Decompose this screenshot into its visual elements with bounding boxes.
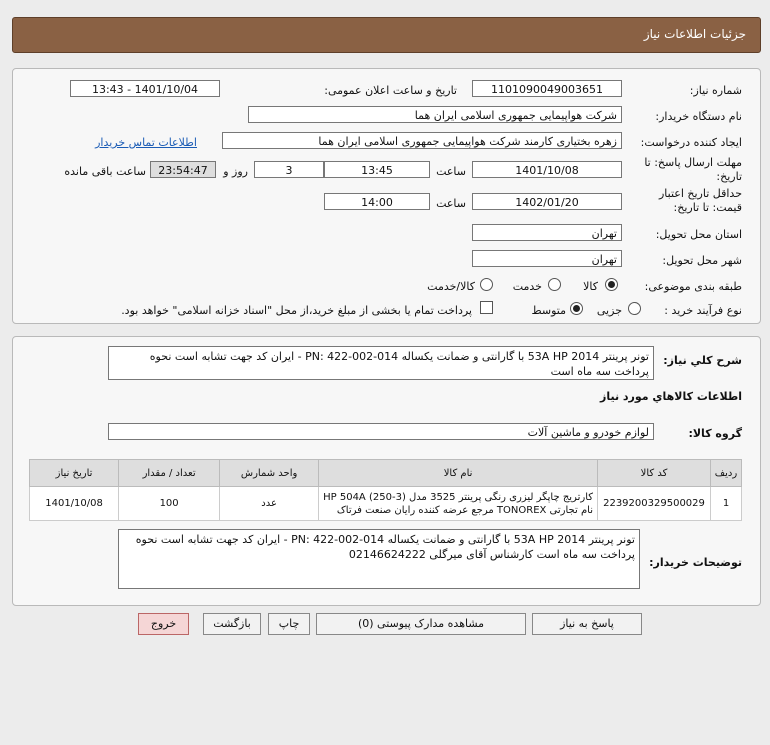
row-code: 2239200329500029 xyxy=(598,487,711,521)
description-field: تونر پرینتر 53A HP 2014 با گارانتی و ضمانت یکساله PN: 422-002-014 - ایران کد جهت تشابه است نحوه پرداخت سه ماه است کارشناس آقای میرگلی 02146624222 xyxy=(118,529,640,589)
goods-group-label: گروه کالا: xyxy=(688,427,742,440)
category-service-radio[interactable] xyxy=(548,278,561,291)
category-service-label: خدمت xyxy=(512,280,542,293)
reply-button[interactable]: پاسخ به نیاز xyxy=(532,613,642,635)
process-minor-radio[interactable] xyxy=(628,302,641,315)
need-number-label: شماره نیاز: xyxy=(689,84,742,97)
city-label: شهر محل تحویل: xyxy=(662,254,742,267)
page-title: جزئیات اطلاعات نیاز xyxy=(643,27,746,41)
need-number-field: 1101090049003651 xyxy=(472,80,622,97)
province-label: استان محل تحویل: xyxy=(655,228,742,241)
process-medium-radio[interactable] xyxy=(570,302,583,315)
col-name: نام کالا xyxy=(319,460,598,487)
category-both-radio[interactable] xyxy=(480,278,493,291)
buyer-label: نام دستگاه خریدار: xyxy=(655,110,742,123)
treasury-checkbox[interactable] xyxy=(480,301,493,314)
remaining-time-field: 23:54:47 xyxy=(150,161,216,178)
row-unit: عدد xyxy=(220,487,319,521)
description-label: توضیحات خریدار: xyxy=(649,556,742,569)
treasury-note: پرداخت تمام یا بخشی از مبلغ خرید،از محل "اسناد خزانه اسلامی" خواهد بود. xyxy=(121,304,472,317)
days-label: روز و xyxy=(223,165,248,178)
summary-label: شرح کلي نياز: xyxy=(663,354,742,367)
deadline-time-label: ساعت xyxy=(436,165,466,178)
city-field: تهران xyxy=(472,250,622,267)
goods-table-header xyxy=(30,460,742,487)
row-name-line2: نام تجارتی TONOREX مرجع عرضه کننده رایان صنعت فرتاک xyxy=(336,504,593,516)
deadline-label: مهلت ارسال پاسخ: تا تاریخ: xyxy=(644,156,742,183)
category-goods-radio[interactable] xyxy=(605,278,618,291)
validity-time-field: 14:00 xyxy=(324,193,430,210)
validity-time-label: ساعت xyxy=(436,197,466,210)
remaining-label: ساعت باقی مانده xyxy=(64,165,146,178)
col-qty: تعداد / مقدار xyxy=(119,460,220,487)
deadline-time-field: 13:45 xyxy=(324,161,430,178)
row-name xyxy=(319,487,598,521)
process-minor-label: جزیی xyxy=(596,304,622,317)
deadline-date-field: 1401/10/08 xyxy=(472,161,622,178)
print-button[interactable]: چاپ xyxy=(268,613,310,635)
category-label: طبقه بندی موضوعی: xyxy=(644,280,742,293)
exit-button[interactable]: خروج xyxy=(138,613,189,635)
row-qty: 100 xyxy=(119,487,220,521)
goods-section-title: اطلاعات کالاهاي مورد نياز xyxy=(600,390,742,403)
page-title-bar xyxy=(12,17,761,53)
category-goods-label: کالا xyxy=(583,280,598,293)
buyer-field: شرکت هواپیمایی جمهوری اسلامی ایران هما xyxy=(248,106,622,123)
announce-field: 1401/10/04 - 13:43 xyxy=(70,80,220,97)
province-field: تهران xyxy=(472,224,622,241)
category-both-label: کالا/خدمت xyxy=(427,280,475,293)
row-index: 1 xyxy=(711,487,742,521)
back-button[interactable]: بازگشت xyxy=(203,613,261,635)
goods-group-field: لوازم خودرو و ماشین آلات xyxy=(108,423,654,440)
process-label: نوع فرآیند خرید : xyxy=(664,304,742,317)
col-code: کد کالا xyxy=(598,460,711,487)
announce-label: تاریخ و ساعت اعلان عمومی: xyxy=(324,84,457,97)
process-medium-label: متوسط xyxy=(531,304,566,317)
creator-field: زهره بختیاری کارمند شرکت هواپیمایی جمهوری اسلامی ایران هما xyxy=(222,132,622,149)
summary-field: تونر پرینتر 53A HP 2014 با گارانتی و ضمانت یکساله PN: 422-002-014 - ایران کد جهت تشابه است نحوه پرداخت سه ماه است xyxy=(108,346,654,380)
buyer-contact-link[interactable]: اطلاعات تماس خریدار xyxy=(95,136,197,149)
col-date: تاریخ نیاز xyxy=(30,460,119,487)
creator-label: ایجاد کننده درخواست: xyxy=(640,136,742,149)
row-name-line1: کارتریج چاپگر لیزری رنگی پرینتر 3525 مدل (3-250) HP 504A xyxy=(323,491,593,503)
table-row xyxy=(30,487,742,521)
row-date: 1401/10/08 xyxy=(30,487,119,521)
goods-table xyxy=(29,459,742,521)
days-field: 3 xyxy=(254,161,324,178)
col-unit: واحد شمارش xyxy=(220,460,319,487)
validity-label: حداقل تاریخ اعتبار قیمت: تا تاریخ: xyxy=(658,187,742,214)
attachments-button[interactable]: مشاهده مدارک پیوستی (0) xyxy=(316,613,526,635)
validity-date-field: 1402/01/20 xyxy=(472,193,622,210)
col-index: ردیف xyxy=(711,460,742,487)
